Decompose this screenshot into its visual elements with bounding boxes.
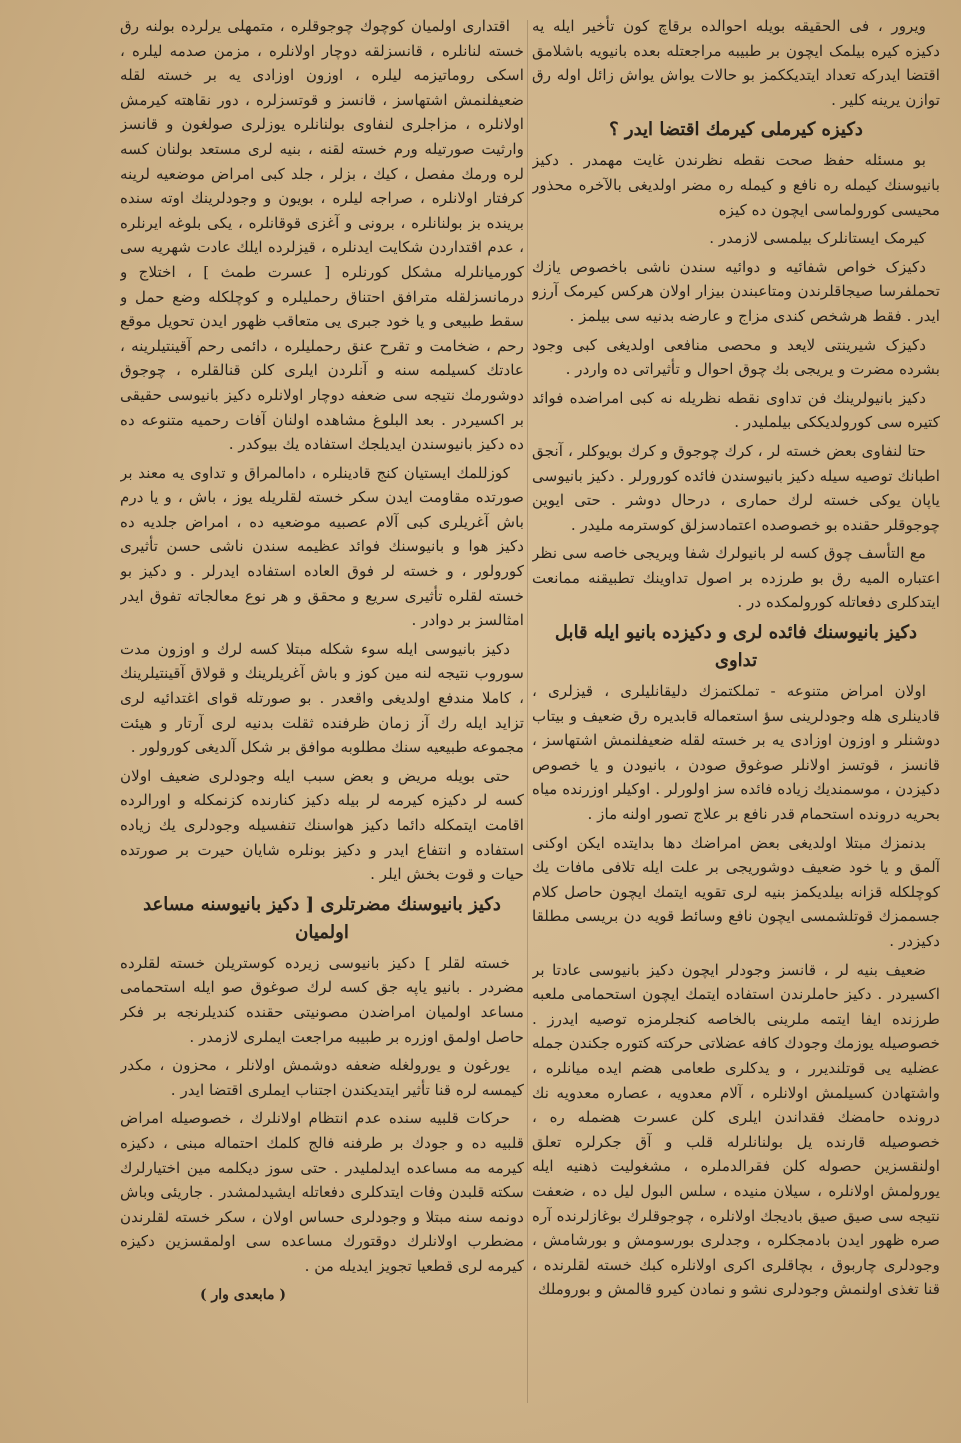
paragraph: ضعیف بنیه لر ، قانسز وجودلر ایچون دکیز بانیوسی عادتا بر اکسیردر . دکیز حاملرندن استفاده ایتمك ایچون استحمامی ملعبه طرزنده ایفا ایتمه ملرینی بالخاصه کنجلرمزه توصیه ایدرز . خصوصیله یوزمك وجودك کافه عضلاتی حرکته کتوره جکندن جمله عضلیه یی قوتلندیرر ، و یدکلری طعامی هضم ایده میانلره ، واشتهادن کسیلمش اولانلره ، آلام معدویه ، عصاره معدویه نك درونده حامضك فقداندن ایلری کلن عسرت هضمله ره ، خصوصیله قارنده یل بولنانلرله قلب و آق جکرلره تعلق اولنقسزین حصوله کلن فقرالدملره ، مشغولیت ذهنیه ایله یورولمش اولانلره ، سیلان منیده ، سلس البول لیل ده ، ضعفت نتیجه سی صیق صیق بادیجك اولانلره ، چوجوقلرك بوغازلرنده آره صره ظهور ایدن بادمجکلره ، وجدلری بورسومش و بورشامش ، وجودلری چاربوق ، بچاقلری اکری اولانلره کبك خسته لقلرنده ، قنا تغذی اولنمش وجودلری نشو و نمادن کیرو قالمش و بوروملك	[532, 960, 940, 1299]
section-heading: دکیز بانیوسنك مضرتلری [ دکیز بانیوسنه مساعد اولمیان	[143, 893, 501, 943]
paragraph: دکیزک شیرینتی لایعد و محصی منافعی اولدیغی کبی وجود بشرده مضرت و یریجی بك چوق احوال و تأثیراتی ده واردر .	[532, 335, 940, 379]
paragraph: حتا لنفاوی بعض خسته لر ، کرك چوجوق و کرك بویوکلر ، آنجق اطبانك توصیه سیله دکیز بانیوسندن فائده کورورلر . دکیز بانیوسی یاپان یوکی خسته لرك حماری ، درحال دوشر . حتی ایوین چوجوقلر حقنده بو خصوصده اعتمادسزلق کوسترمه ملیدر .	[532, 441, 940, 534]
paragraph: بدنمزك مبتلا اولدیغی بعض امراضك دها بدایتده ایکن اوکنی آلمق و یا خود ضعیف دوشوریجی بر علت ایله تلافی مافات یك کوچلکله قزانه بیلدیکمز بنیه لری تقویه ایتمك ایچون حاصل کلام جسممزك قوتلشمسی ایچون نافع وسائط قویه دن بریسی مطلقا دکیزدر .	[532, 833, 940, 950]
right-column	[532, 14, 940, 1413]
paragraph: خسته لقلر ] دکیز بانیوسی زیرده کوستریلن خسته لقلرده مضردر . بانیو یاپه جق کسه لرك صوغوق صو ایله استحمامی مساعد اولمیان امراضدن مصونیتی حقنده کندیلرنجه بر فکر حاصل اولمق اوزره بر طبیبه مراجعت ایملری لازمدر .	[120, 953, 524, 1046]
paragraph: کوزللمك ایستیان کنج قادینلره ، دامالمراق و تداوی یه معند بر صورتده مقاومت ایدن سکر خسته لقلریله یوز ، باش ، و یا درم باش آغریلری کبی آلام عصبیه موضعیه ده ، امراض جلدیه ده دکیز هوا و بانیوسنك فوائد عظیمه سندن ناشی حسن تأثیری کورولور ، و خسته لر فوق العاده استفاده ایدرلر . و دکیز بو خسته لقلره تأثیری سریع و محقق و هر نوع معالجاته تفوق ایدر امثالسز بر دوادر .	[120, 463, 524, 630]
paragraph: ویرور ، فی الحقیقه بویله احوالده برقاچ کون تأخیر ایله یه دکیزه کیره بیلمک ایچون بر طبیبه مراجعتله بعده بانیویه باشلامق اقتضا ایدرکه تعداد ایتدیککمز بو حالات یواش یواش زائل اوله رق توازن یرینه کلیر .	[532, 17, 940, 109]
paragraph: اولان امراض متنوعه - تملکتمزك دلیقانلیلری ، قیزلری ، قادینلری هله وجودلرینی سؤ استعماله قابدیره رق ضعیف و بیتاب دوشنلر و اوزون اوزادی یه بر خسته لقله ضعیفلنمش اشتهاسز ، قانسز ، قوتسز اولانلر صوغوق صودن ، بانیودن و یا خصوص دکیزدن ، موسمندیك زیاده فائده سز اولورلر . اوکیلر اوزرنده میاه بحریه درونده استحمام قدر نافع بر علاج تصور اولنه ماز .	[532, 682, 940, 824]
paragraph: حتی بویله مریض و بعض سبب ایله وجودلری ضعیف اولان کسه لر دکیزه کیرمه لر بیله دکیز کنارنده کزنمکله و اورالرده اقامت ایتمکله دائما دکیز هواسنك تنفسیله وجودلری یك زیاده استفاده و انتفاع ایدر و دکیز بونلره شایان حیرت بر صورتده حیات و قوت بخش ایلر .	[120, 766, 524, 884]
section-heading: دکیزه کیرملی کیرمك اقتضا ایدر ؟	[609, 119, 863, 141]
paragraph: اقتداری اولمیان کوچوك چوجوقلره ، متمهلی یرلرده بولنه رق خسته لنانلره ، قانسزلقه دوچار اولانلره ، مزمن صدمه لیلره ، اسکی روماتیزمه لیلره ، اوزون اوزادی یه بر خسته لقله ضعیفلنمش اشتهاسز ، قانسز و قوتسزلره ، دور نقاهته کیرمش اولانلره ، مزاجلری لنفاوی بولنانلره یوزلری صولغون و قانسز وارثیت صورتیله ورم خسته لقنه ، بنیه لری مستعد بولنان کسه لره ورمك مفصل ، کیك ، بزلر ، جلد کبی امراض موضعیه لرینه کرفتار اولانلره ، صراجه لیلره ، بویون و وجودلرینك اوته سنده برینده بز بولنانلره ، برونی و آغزی قوقانلره ، یکی بلوغه ایرنلره ، عدم اقتداردن شکایت ایدنلره ، قیزلرده ایلك عادت شهریه سی کورمیانلرله مشکل کورنلره [ عسرت طمث ] ، اختلاج و درمانسزلقله مترافق احتناق رحملیلره و کوچلکله وضع حمل و سقط طبیعی و یا خود جبری یی متعاقب ظهور ایدن تحویل موقع رحم ، ضخامت و تقرح عنق رحملیلره ، دائمی رحم آقینتیلرینه ، عادتك کسیلمه سنه و آنلردن ایلری کلن قنالقلره ، چوجوق دوشورمك نتیجه سی ضعفه دوچار اولانلره دکیز بانیوسی حقیقی بر اکسیردر . بعد البلوغ مشاهده اولنان آفات رحمیه متنوعه ده ده دکیز بانیوسندن ایدیلجك استفاده یك بیوکدر .	[120, 17, 524, 454]
section-heading: دکیز بانیوسنك فائده لری و دکیزده بانیو ایله قابل تداوی	[554, 622, 918, 672]
paragraph: کیرمک ایستانلرک بیلمسی لازمدر .	[709, 229, 926, 248]
paragraph: مع التأسف چوق کسه لر بانیولرك شفا ویریجی خاصه سی نظر اعتباره المیه رق بو طرزده بر اصول تداوینك تطبیقنه ممانعت ایتدکلری دفعاتله کورولمکده در .	[532, 544, 940, 612]
paragraph: حرکات قلبیه سنده عدم انتظام اولانلرك ، خصوصیله امراض قلبیه ده و جودك بر طرفنه فالج کلمك احتماله مبنی ، دکیزه کیرمه مه مساعده ایدلملیدر . حتی سوز دیکلمه مین اختیارلرك سکته قلبدن وفات ایتدکلری دفعاتله ایشیدلمشدر . جاریئی وباش دونمه سنه مبتلا و وجودلری حساس اولان ، سکر خسته لقلرندن مضطرب اولانلرك دوقتورك مساعده سی اولمقسزین دکیزه کیرمه لری قطعیا تجویز ایدیله من .	[120, 1109, 524, 1275]
continued-note: ( مابعدی وار )	[200, 1286, 287, 1303]
paragraph: بو مسئله حفظ صحت نقطه نظرندن غایت مهمدر . دکیز بانیوسنك کیمله ره نافع و کیمله ره مضر اولدیغی بالآخره محذور محیسی کورولماسی ایچون ده کیزه	[532, 151, 940, 219]
paragraph: دکیزک خواص شفائیه و دوائیه سندن ناشی باخصوص یازك تحملفرسا صیجاقلرندن ومتاعبندن بیزار اولان هرکس کیرمک آرزو ایدر . فقط هرشخص کندی مزاج و عارضه بدنیه سی بیلمز .	[532, 257, 940, 325]
column-divider	[527, 20, 528, 1403]
paragraph: دکیز بانیولرینك فن تداوی نقطه نظریله نه کبی امراضده فوائد کتیره سی کورولدیککی بیلملیدر .	[532, 388, 940, 432]
paragraph: دکیز بانیوسی ایله سوء شکله مبتلا کسه لرك و اوزون مدت سوروب نتیجه لنه مین کوز و باش آغریلرینك و قولاق آقینتیلرینك ، کاملا مندفع اولدیغی واقعدر . بو صورتله قوای اغتدائیه لری تزاید ایله رك آز زمان ظرفنده ثقلت بدنیه لری آرتار و هیئت مجموعه طبیعیه سنك مطلوبه موافق بر شکل آلدیغی کورولور .	[120, 639, 524, 757]
paragraph: یورغون و یورولغله ضعفه دوشمش اولانلر ، محزون ، مکدر کیمسه لره قنا تأثیر ایتدیکندن اجتناب ایملری اقتضا ایدر .	[120, 1056, 524, 1099]
left-column	[120, 14, 524, 1413]
